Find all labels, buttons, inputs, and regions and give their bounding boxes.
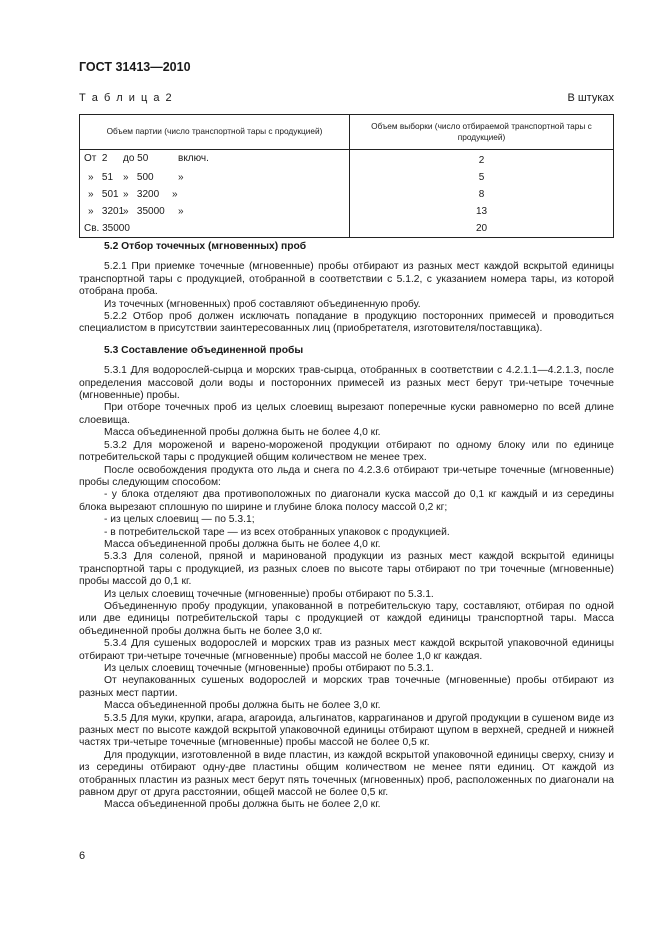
table-row (80, 220, 614, 238)
paragraph: 5.2.2 Отбор проб должен исключать попадание в продукцию посторонних примесей и проводиться специалистом в присутствии заинтересованных лиц (приобретателя, изготовителя/поставщика). (79, 311, 614, 335)
paragraph: - у блока отделяют два противоположных по диагонали куска массой до 0,1 кг каждый и из середины блока вырезают сплошную по ширине и глубине блока полосу массой 0,2 кг; (79, 489, 614, 513)
paragraph: Масса объединенной пробы должна быть не более 3,0 кг. (104, 700, 381, 712)
sample-value: 8 (350, 186, 614, 203)
paragraph: Масса объединенной пробы должна быть не более 4,0 кг. (104, 427, 381, 439)
table-row (80, 150, 614, 170)
lot-to: до 50 (123, 153, 149, 164)
lot-from: » 501 (88, 189, 119, 200)
table-row (80, 186, 614, 203)
paragraph: Для продукции, изготовленной в виде пластин, из каждой вскрытой упаковочной единицы сверху, снизу и из середины отбирают одну-две пластины общим количеством не менее пяти единиц. От каждой из отобранных пластин из разных мест берут пять точечных (мгновенных) проб, расположенных по диагонали на равном друг от друга расстоянии, общей массой не более 0,5 кг. (79, 749, 614, 799)
paragraph: - из целых слоевищ — по 5.3.1; (104, 514, 255, 526)
lot-from: » 51 (88, 172, 114, 183)
paragraph: Масса объединенной пробы должна быть не более 2,0 кг. (104, 799, 381, 811)
paragraph: 5.3.5 Для муки, крупки, агара, агароида, альгинатов, каррагинанов и другой продукции в сушеном виде из разных мест по высоте каждой вскрытой упаковочной единицы отбирают щупом в верхней, средней и нижней частях три-четыре точечные (мгновенные) пробы массой не более 0,5 кг. (79, 712, 614, 749)
paragraph: 5.3.2 Для мороженой и варено-мороженой продукции отбирают по одному блоку или по единице потребительской тары с продукцией общим количеством не менее трех. (79, 439, 614, 464)
paragraph: От неупакованных сушеных водорослей и морских трав точечные (мгновенные) пробы отбирают из разных мест партии. (79, 675, 614, 699)
paragraph: Из целых слоевищ точечные (мгновенные) пробы отбирают по 5.3.1. (104, 663, 434, 674)
lot-suffix: включ. (178, 153, 209, 164)
lot-from: От 2 (84, 153, 108, 164)
paragraph: Из целых слоевищ точечные (мгновенные) пробы отбирают по 5.3.1. (104, 588, 434, 600)
paragraph: Масса объединенной пробы должна быть не более 4,0 кг. (104, 538, 381, 550)
standard-number: ГОСТ 31413—2010 (79, 60, 191, 74)
lot-to: » 35000 (123, 206, 165, 217)
table-units: В штуках (567, 92, 614, 104)
lot-to: » 500 (123, 172, 154, 183)
paragraph: 5.3.3 Для соленой, пряной и маринованой продукции из разных мест каждой вскрытой единицы транспортной тары с продукцией, из разных слоев по высоте тары отбирают по три точечные (мгновенные) пробы массой до 0,1 кг. (79, 551, 614, 588)
lot-from: Св. 35000 (84, 223, 130, 234)
table-header-sample-size: Объем выборки (число отбираемой транспортной тары с продукцией) (350, 115, 614, 150)
sample-value: 2 (350, 150, 614, 170)
paragraph: 5.3.4 Для сушеных водорослей и морских трав из разных мест каждой вскрытой упаковочной единицы отбирают три-четыре точечные (мгновенные) пробы массой не более 1,0 кг каждая. (79, 638, 614, 662)
sample-size-table (79, 114, 614, 238)
lot-suffix: » (178, 172, 184, 183)
paragraph: Объединенную пробу продукции, упакованной в потребительскую тару, составляют, отбирая по одной или две единицы потребительской тары с продукцией от каждой единицы транспортной тары. Масса объединенной пробы должна быть не более 3,0 кг. (79, 600, 614, 637)
lot-to: » 3200 (123, 189, 160, 200)
paragraph: - в потребительской таре — из всех отобранных упаковок с продукцией. (104, 526, 450, 538)
sample-value: 5 (350, 169, 614, 186)
page-number: 6 (79, 850, 86, 862)
table-row (80, 203, 614, 220)
paragraph: При отборе точечных проб из целых слоевищ вырезают поперечные куски равномерно по всей длине слоевища. (79, 402, 614, 426)
table-caption: Т а б л и ц а 2 (79, 92, 174, 104)
table-header-lot-size: Объем партии (число транспортной тары с продукцией) (80, 115, 350, 150)
paragraph: 5.2.1 При приемке точечные (мгновенные) пробы отбирают из разных мест каждой вскрытой единицы транспортной тары с продукцией, отобранной в соответствии с 5.1.2, с указанием номера тары, из которой отобрана проба. (79, 261, 614, 298)
paragraph: Из точечных (мгновенных) проб составляют объединенную пробу. (104, 298, 421, 310)
lot-from: » 3201 (88, 206, 125, 217)
sample-value: 13 (350, 203, 614, 220)
section-heading: 5.2 Отбор точечных (мгновенных) проб (104, 241, 307, 252)
lot-suffix: » (172, 189, 178, 200)
paragraph: После освобождения продукта ото льда и снега по 4.2.3.6 отбирают три-четыре точечные (мгновенные) пробы следующим способом: (79, 464, 614, 488)
lot-suffix: » (178, 206, 184, 217)
paragraph: 5.3.1 Для водорослей-сырца и морских трав-сырца, отобранных в соответствии с 4.2.1.1—4.2.1.3, после определения массовой доли воды и посторонних примесей из разных мест берут три-четыре точечные (мгновенные) пробы. (79, 365, 614, 402)
sample-value: 20 (350, 220, 614, 238)
body-text (79, 240, 614, 812)
table-row (80, 169, 614, 186)
section-heading: 5.3 Составление объединенной пробы (104, 344, 304, 356)
